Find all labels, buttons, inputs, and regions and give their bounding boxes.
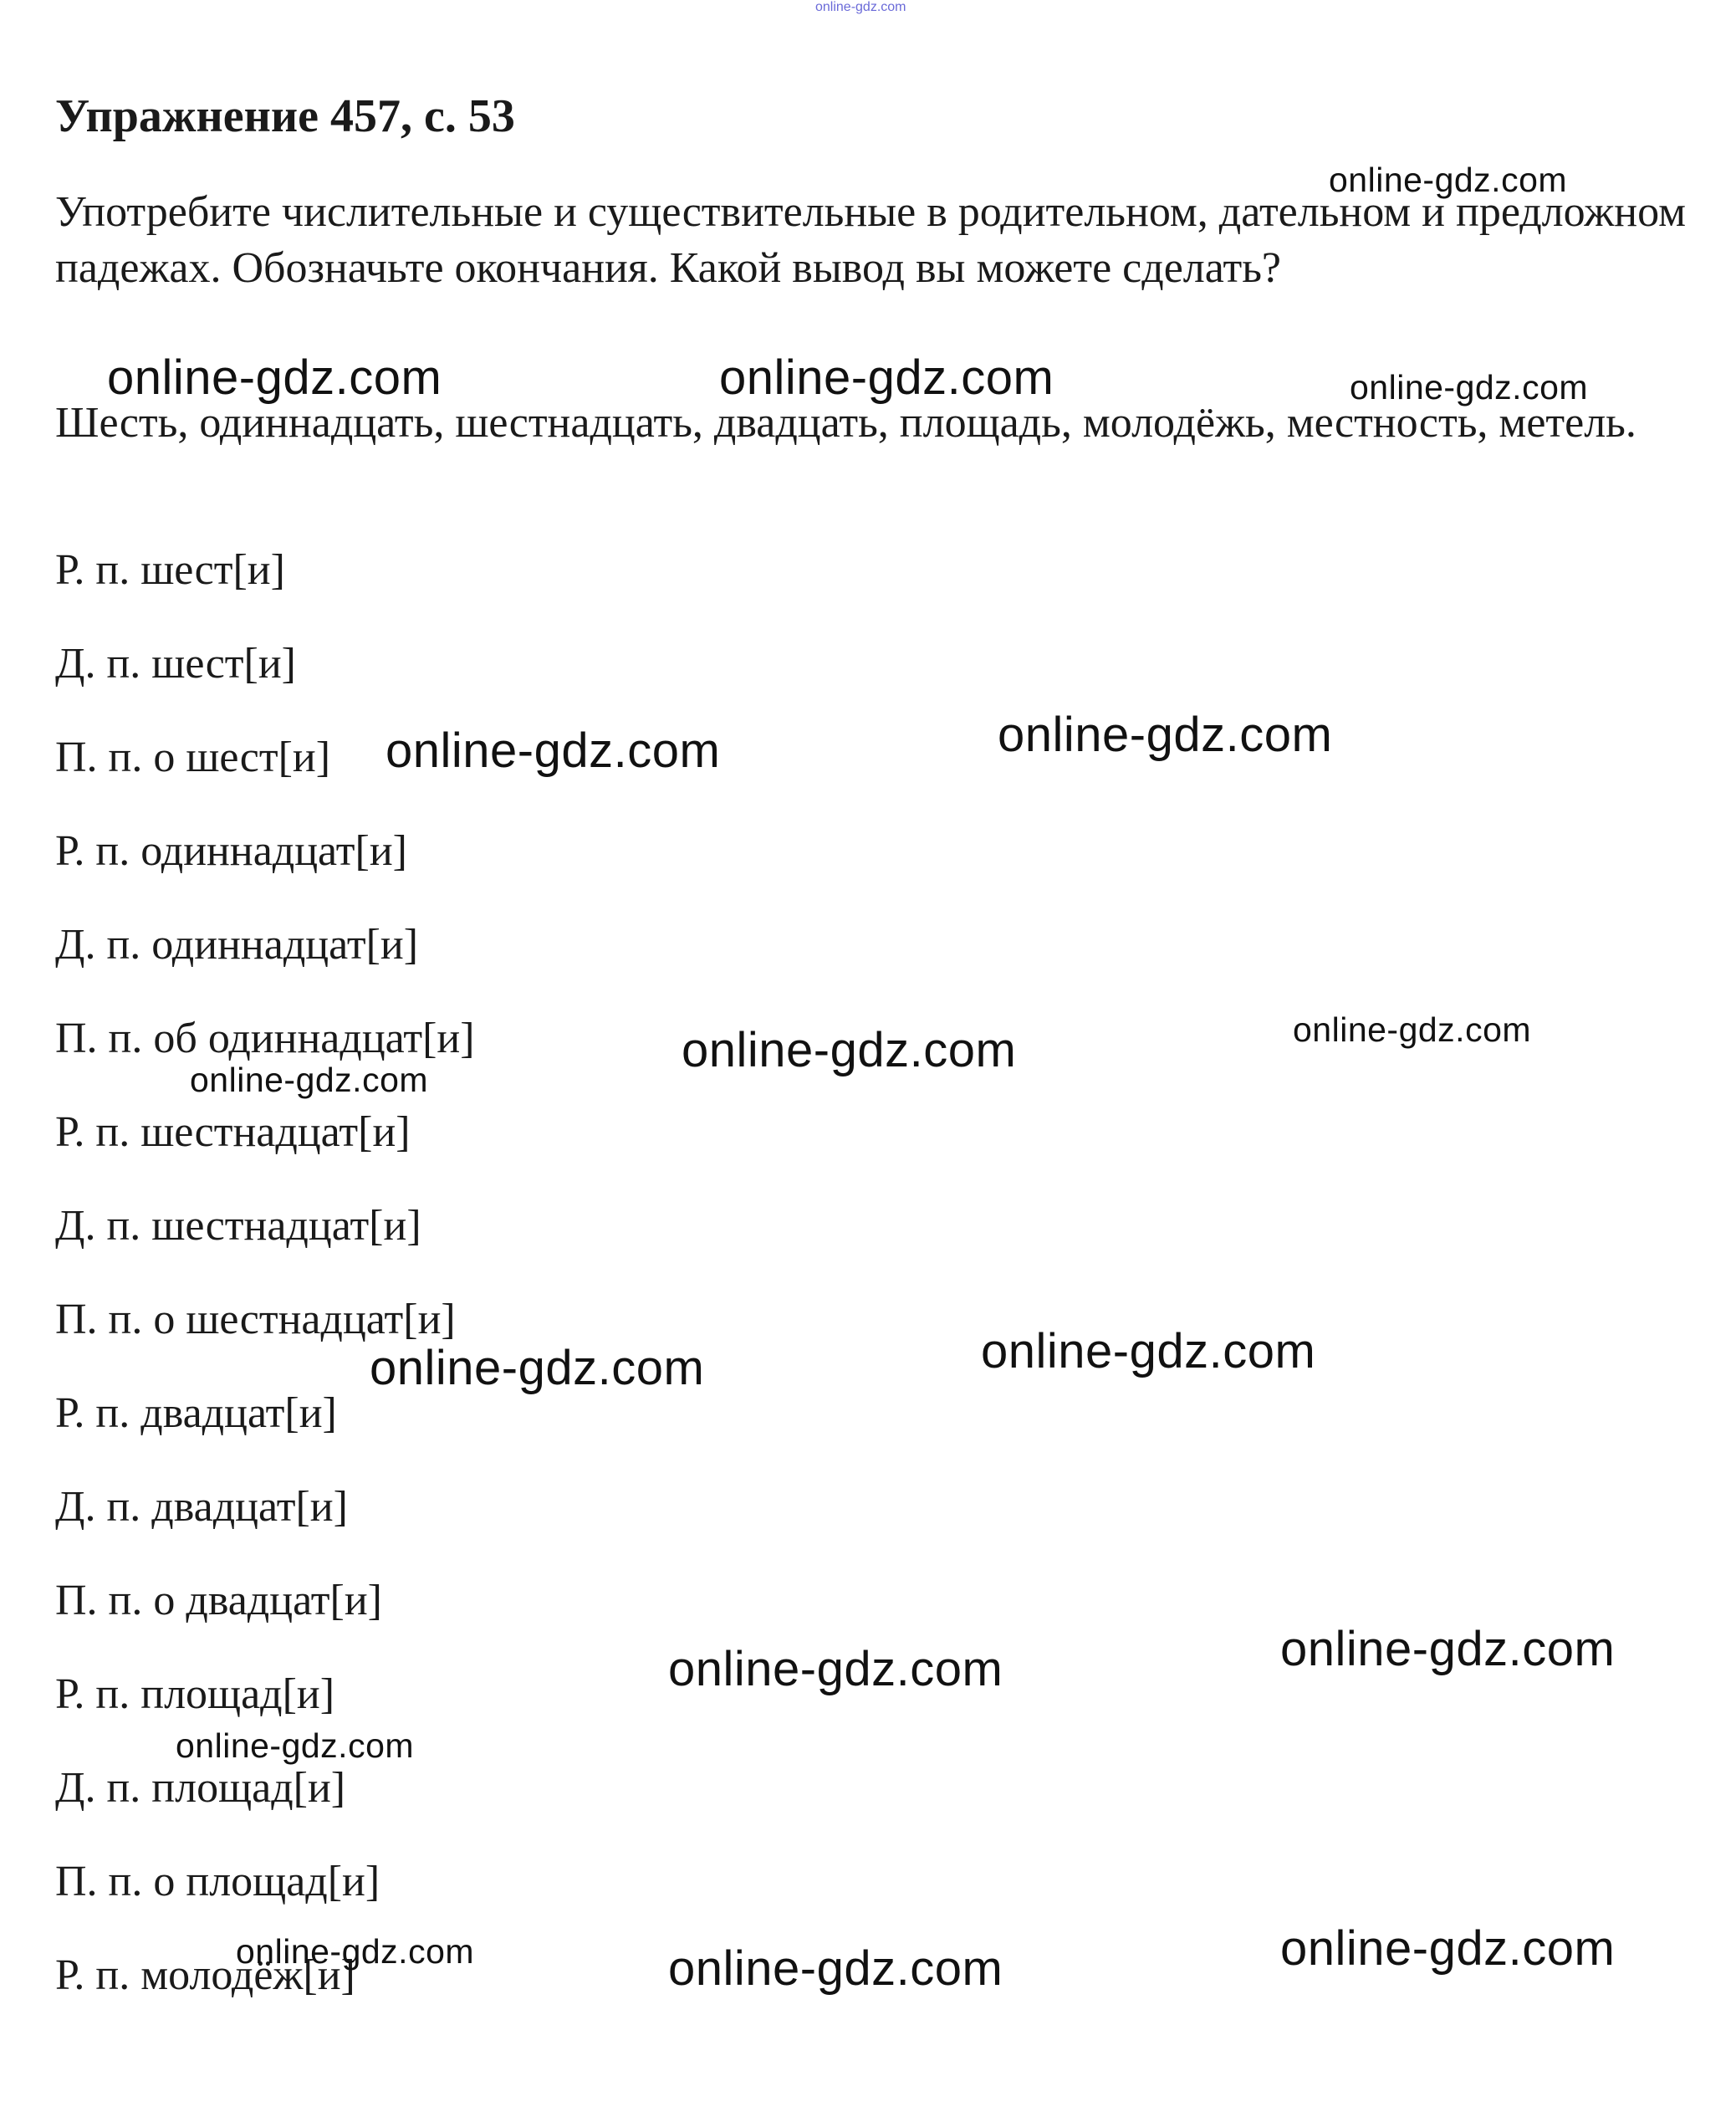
answer-line: Р. п. площад[и]	[55, 1670, 335, 1718]
watermark: online-gdz.com	[107, 350, 442, 405]
watermark: online-gdz.com	[1280, 1921, 1616, 1976]
exercise-task: Употребите числительные и существительные в родительном, дательном и предложном падежах. Обозначьте окончания. Какой вывод вы можете сделать?	[55, 188, 1686, 292]
watermark: online-gdz.com	[1350, 368, 1589, 407]
watermark: online-gdz.com	[719, 350, 1054, 405]
watermark: online-gdz.com	[236, 1932, 475, 1971]
watermark: online-gdz.com	[176, 1726, 415, 1765]
exercise-title: Упражнение 457, с. 53	[55, 90, 515, 142]
top-watermark: online-gdz.com	[815, 0, 906, 14]
watermark: online-gdz.com	[682, 1023, 1017, 1077]
answer-line: Р. п. молодёж[и]	[55, 1951, 355, 1999]
answer-line: Р. п. одиннадцат[и]	[55, 827, 407, 875]
answer-line: Д. п. одиннадцат[и]	[55, 921, 419, 969]
answer-line: П. п. о шестнадцат[и]	[55, 1296, 456, 1343]
answer-line: Д. п. шестнадцат[и]	[55, 1202, 421, 1250]
watermark: online-gdz.com	[1293, 1010, 1532, 1049]
watermark: online-gdz.com	[998, 708, 1333, 762]
answer-line: Р. п. двадцат[и]	[55, 1389, 337, 1437]
answer-line: Д. п. шест[и]	[55, 640, 296, 688]
answer-line: П. п. о шест[и]	[55, 734, 331, 781]
answer-line: П. п. о площад[и]	[55, 1858, 380, 1905]
watermark: online-gdz.com	[668, 1941, 1003, 1996]
answer-line: Р. п. шестнадцат[и]	[55, 1108, 411, 1156]
exercise-words: Шесть, одиннадцать, шестнадцать, двадцать, площадь, молодёжь, местность, метель.	[55, 399, 1636, 447]
watermark: online-gdz.com	[668, 1642, 1003, 1696]
answer-line: Д. п. двадцат[и]	[55, 1483, 348, 1531]
watermark: online-gdz.com	[370, 1341, 705, 1395]
watermark: online-gdz.com	[190, 1061, 429, 1099]
answer-line: П. п. о двадцат[и]	[55, 1577, 382, 1624]
answer-line: Д. п. площад[и]	[55, 1764, 346, 1812]
watermark: online-gdz.com	[981, 1324, 1316, 1378]
watermark: online-gdz.com	[1280, 1622, 1616, 1676]
watermark: online-gdz.com	[385, 724, 721, 778]
answer-line: П. п. об одиннадцат[и]	[55, 1015, 475, 1062]
watermark: online-gdz.com	[1329, 161, 1568, 199]
answer-line: Р. п. шест[и]	[55, 546, 285, 594]
